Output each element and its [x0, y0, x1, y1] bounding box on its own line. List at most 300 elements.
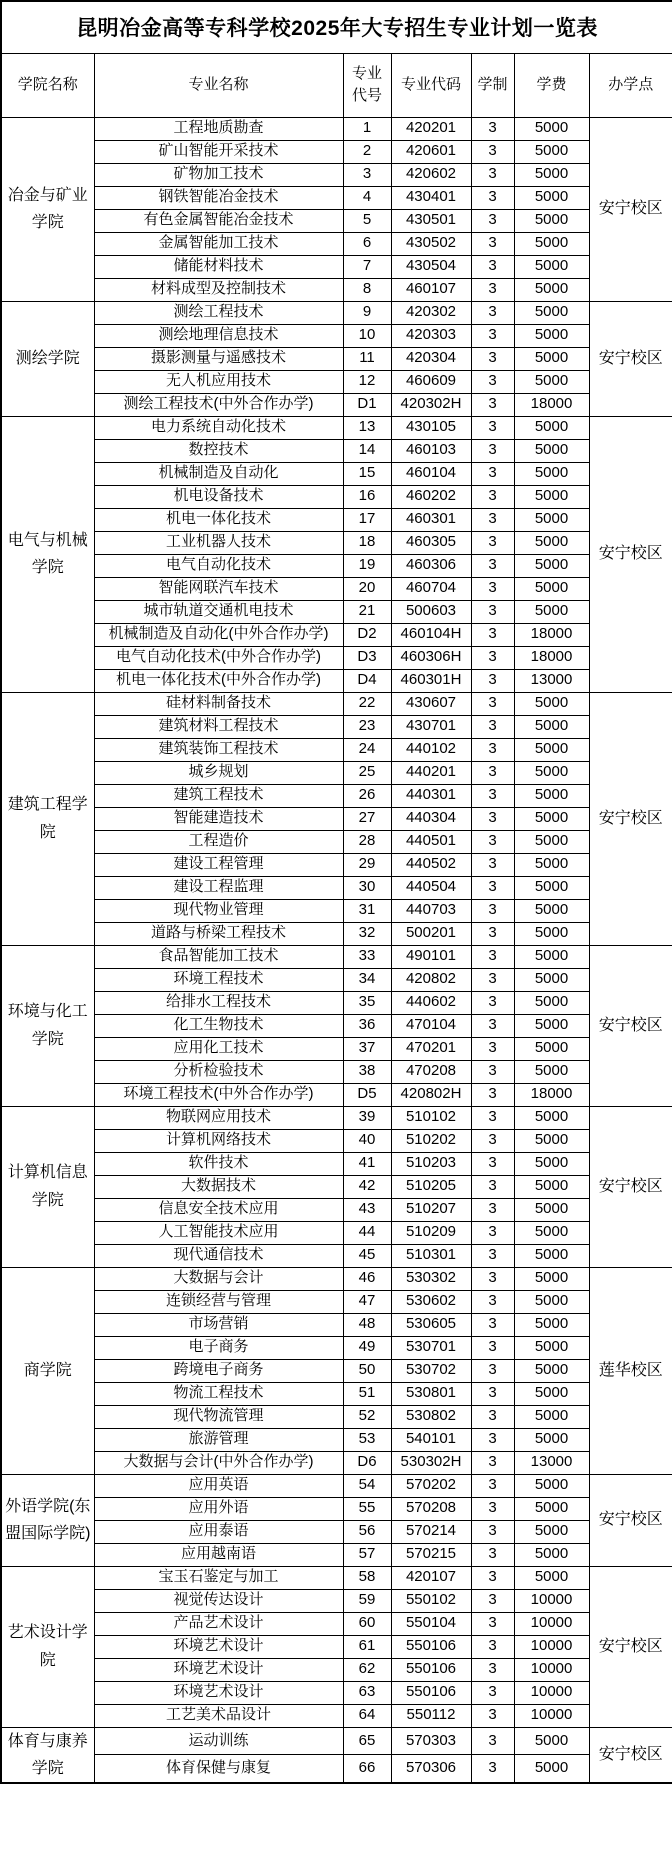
major-no-cell: 13: [343, 416, 391, 439]
major-code-cell: 570214: [391, 1520, 471, 1543]
tuition-cell: 5000: [514, 508, 589, 531]
major-no-cell: 50: [343, 1359, 391, 1382]
tuition-cell: 5000: [514, 163, 589, 186]
duration-cell: 3: [471, 301, 514, 324]
tuition-cell: 5000: [514, 232, 589, 255]
major-code-cell: 440102: [391, 738, 471, 761]
major-code-cell: 460305: [391, 531, 471, 554]
major-code-cell: 570306: [391, 1755, 471, 1783]
duration-cell: 3: [471, 1313, 514, 1336]
major-name-cell: 材料成型及控制技术: [94, 278, 343, 301]
duration-cell: 3: [471, 1060, 514, 1083]
duration-cell: 3: [471, 1221, 514, 1244]
tuition-cell: 5000: [514, 991, 589, 1014]
major-code-cell: 460104H: [391, 623, 471, 646]
tuition-cell: 5000: [514, 531, 589, 554]
tuition-cell: 5000: [514, 209, 589, 232]
table-row: [1, 1681, 672, 1704]
major-code-cell: 430701: [391, 715, 471, 738]
major-no-cell: 61: [343, 1635, 391, 1658]
major-code-cell: 570303: [391, 1727, 471, 1755]
major-name-cell: 跨境电子商务: [94, 1359, 343, 1382]
major-no-cell: D2: [343, 623, 391, 646]
major-name-cell: 测绘地理信息技术: [94, 324, 343, 347]
tuition-cell: 5000: [514, 1267, 589, 1290]
major-code-cell: 530801: [391, 1382, 471, 1405]
tuition-cell: 5000: [514, 1060, 589, 1083]
major-name-cell: 金属智能加工技术: [94, 232, 343, 255]
duration-cell: 3: [471, 1152, 514, 1175]
table-row: [1, 1635, 672, 1658]
table-row: [1, 1405, 672, 1428]
tuition-cell: 13000: [514, 669, 589, 692]
duration-cell: 3: [471, 186, 514, 209]
major-no-cell: 40: [343, 1129, 391, 1152]
major-no-cell: 57: [343, 1543, 391, 1566]
tuition-cell: 5000: [514, 554, 589, 577]
table-row: [1, 1704, 672, 1727]
major-code-cell: 570215: [391, 1543, 471, 1566]
tuition-cell: 5000: [514, 876, 589, 899]
tuition-cell: 5000: [514, 1755, 589, 1783]
major-name-cell: 建设工程监理: [94, 876, 343, 899]
major-name-cell: 人工智能技术应用: [94, 1221, 343, 1244]
duration-cell: 3: [471, 899, 514, 922]
duration-cell: 3: [471, 140, 514, 163]
table-row: [1, 301, 672, 324]
tuition-cell: 5000: [514, 1474, 589, 1497]
major-code-cell: 460301H: [391, 669, 471, 692]
major-name-cell: 应用泰语: [94, 1520, 343, 1543]
duration-cell: 3: [471, 1175, 514, 1198]
table-row: [1, 1543, 672, 1566]
tuition-cell: 5000: [514, 1129, 589, 1152]
table-row: [1, 439, 672, 462]
tuition-cell: 5000: [514, 945, 589, 968]
major-no-cell: 52: [343, 1405, 391, 1428]
table-row: [1, 1244, 672, 1267]
major-no-cell: 27: [343, 807, 391, 830]
major-no-cell: 12: [343, 370, 391, 393]
table-row: [1, 1382, 672, 1405]
table-row: [1, 554, 672, 577]
major-code-cell: 470201: [391, 1037, 471, 1060]
major-code-cell: 460103: [391, 439, 471, 462]
table-row: [1, 531, 672, 554]
duration-cell: 3: [471, 876, 514, 899]
table-row: [1, 1290, 672, 1313]
major-name-cell: 连锁经营与管理: [94, 1290, 343, 1313]
duration-cell: 3: [471, 807, 514, 830]
major-name-cell: 电气自动化技术(中外合作办学): [94, 646, 343, 669]
duration-cell: 3: [471, 531, 514, 554]
major-name-cell: 体育保健与康复: [94, 1755, 343, 1783]
duration-cell: 3: [471, 278, 514, 301]
major-no-cell: 38: [343, 1060, 391, 1083]
table-row: [1, 991, 672, 1014]
tuition-cell: 5000: [514, 347, 589, 370]
duration-cell: 3: [471, 209, 514, 232]
major-name-cell: 工程地质勘查: [94, 117, 343, 140]
major-no-cell: 14: [343, 439, 391, 462]
table-row: [1, 393, 672, 416]
tuition-cell: 5000: [514, 439, 589, 462]
tuition-cell: 5000: [514, 1428, 589, 1451]
major-name-cell: 道路与桥梁工程技术: [94, 922, 343, 945]
duration-cell: 3: [471, 1267, 514, 1290]
major-name-cell: 数控技术: [94, 439, 343, 462]
table-row: [1, 485, 672, 508]
major-name-cell: 大数据与会计(中外合作办学): [94, 1451, 343, 1474]
major-no-cell: 34: [343, 968, 391, 991]
major-name-cell: 旅游管理: [94, 1428, 343, 1451]
major-code-cell: 460107: [391, 278, 471, 301]
major-name-cell: 给排水工程技术: [94, 991, 343, 1014]
major-code-cell: 510207: [391, 1198, 471, 1221]
duration-cell: 3: [471, 761, 514, 784]
major-name-cell: 电子商务: [94, 1336, 343, 1359]
major-no-cell: 2: [343, 140, 391, 163]
tuition-cell: 5000: [514, 577, 589, 600]
major-code-cell: 440502: [391, 853, 471, 876]
major-no-cell: 65: [343, 1727, 391, 1755]
major-name-cell: 电气自动化技术: [94, 554, 343, 577]
major-name-cell: 机械制造及自动化(中外合作办学): [94, 623, 343, 646]
duration-cell: 3: [471, 1704, 514, 1727]
major-code-cell: 530605: [391, 1313, 471, 1336]
college-name-cell: 体育与康养学院: [1, 1727, 94, 1783]
duration-cell: 3: [471, 1198, 514, 1221]
major-no-cell: 66: [343, 1755, 391, 1783]
duration-cell: 3: [471, 600, 514, 623]
duration-cell: 3: [471, 554, 514, 577]
major-name-cell: 工业机器人技术: [94, 531, 343, 554]
major-code-cell: 460609: [391, 370, 471, 393]
tuition-cell: 5000: [514, 117, 589, 140]
duration-cell: 3: [471, 1336, 514, 1359]
tuition-cell: 10000: [514, 1658, 589, 1681]
table-row: [1, 577, 672, 600]
table-row: [1, 209, 672, 232]
major-name-cell: 测绘工程技术: [94, 301, 343, 324]
duration-cell: 3: [471, 1244, 514, 1267]
major-code-cell: 470104: [391, 1014, 471, 1037]
major-code-cell: 460704: [391, 577, 471, 600]
tuition-cell: 5000: [514, 1221, 589, 1244]
major-no-cell: 7: [343, 255, 391, 278]
major-code-cell: 440504: [391, 876, 471, 899]
major-code-cell: 530702: [391, 1359, 471, 1382]
major-no-cell: 9: [343, 301, 391, 324]
major-code-cell: 460104: [391, 462, 471, 485]
tuition-cell: 5000: [514, 1313, 589, 1336]
major-no-cell: 53: [343, 1428, 391, 1451]
duration-cell: 3: [471, 669, 514, 692]
table-row: [1, 1520, 672, 1543]
major-no-cell: D3: [343, 646, 391, 669]
major-name-cell: 计算机网络技术: [94, 1129, 343, 1152]
tuition-cell: 5000: [514, 600, 589, 623]
major-code-cell: 430501: [391, 209, 471, 232]
major-no-cell: 59: [343, 1589, 391, 1612]
tuition-cell: 5000: [514, 1037, 589, 1060]
major-code-cell: 550106: [391, 1681, 471, 1704]
major-no-cell: 5: [343, 209, 391, 232]
major-name-cell: 钢铁智能冶金技术: [94, 186, 343, 209]
duration-cell: 3: [471, 1681, 514, 1704]
major-name-cell: 硅材料制备技术: [94, 692, 343, 715]
major-name-cell: 环境艺术设计: [94, 1658, 343, 1681]
duration-cell: 3: [471, 1106, 514, 1129]
major-code-cell: 420602: [391, 163, 471, 186]
major-no-cell: 47: [343, 1290, 391, 1313]
duration-cell: 3: [471, 232, 514, 255]
major-no-cell: 19: [343, 554, 391, 577]
major-code-cell: 540101: [391, 1428, 471, 1451]
major-name-cell: 智能建造技术: [94, 807, 343, 830]
campus-cell: 莲华校区: [589, 1267, 672, 1474]
tuition-cell: 5000: [514, 370, 589, 393]
header-tuition: 学费: [514, 53, 589, 117]
major-name-cell: 大数据技术: [94, 1175, 343, 1198]
major-name-cell: 现代物业管理: [94, 899, 343, 922]
major-no-cell: 1: [343, 117, 391, 140]
major-code-cell: 430504: [391, 255, 471, 278]
table-row: [1, 186, 672, 209]
table-row: [1, 1313, 672, 1336]
major-code-cell: 420802H: [391, 1083, 471, 1106]
major-no-cell: 31: [343, 899, 391, 922]
major-code-cell: 570202: [391, 1474, 471, 1497]
duration-cell: 3: [471, 324, 514, 347]
tuition-cell: 5000: [514, 278, 589, 301]
duration-cell: 3: [471, 1428, 514, 1451]
table-row: [1, 1267, 672, 1290]
major-no-cell: D5: [343, 1083, 391, 1106]
table-row: [1, 117, 672, 140]
major-name-cell: 矿物加工技术: [94, 163, 343, 186]
major-no-cell: 28: [343, 830, 391, 853]
major-code-cell: 470208: [391, 1060, 471, 1083]
major-no-cell: 3: [343, 163, 391, 186]
duration-cell: 3: [471, 1497, 514, 1520]
tuition-cell: 5000: [514, 462, 589, 485]
major-code-cell: 420303: [391, 324, 471, 347]
major-name-cell: 建设工程管理: [94, 853, 343, 876]
table-row: [1, 876, 672, 899]
major-no-cell: 46: [343, 1267, 391, 1290]
tuition-cell: 5000: [514, 1152, 589, 1175]
tuition-cell: 5000: [514, 1566, 589, 1589]
tuition-cell: 5000: [514, 1359, 589, 1382]
table-row: [1, 1198, 672, 1221]
tuition-cell: 5000: [514, 899, 589, 922]
duration-cell: 3: [471, 1658, 514, 1681]
table-row: [1, 1474, 672, 1497]
tuition-cell: 5000: [514, 186, 589, 209]
duration-cell: 3: [471, 1612, 514, 1635]
major-code-cell: 550104: [391, 1612, 471, 1635]
duration-cell: 3: [471, 1520, 514, 1543]
table-row: [1, 163, 672, 186]
major-name-cell: 化工生物技术: [94, 1014, 343, 1037]
college-name-cell: 电气与机械学院: [1, 416, 94, 692]
major-name-cell: 环境艺术设计: [94, 1681, 343, 1704]
major-no-cell: 54: [343, 1474, 391, 1497]
major-no-cell: 24: [343, 738, 391, 761]
table-row: [1, 646, 672, 669]
college-name-cell: 外语学院(东盟国际学院): [1, 1474, 94, 1566]
major-name-cell: 机电一体化技术(中外合作办学): [94, 669, 343, 692]
duration-cell: 3: [471, 163, 514, 186]
major-name-cell: 应用化工技术: [94, 1037, 343, 1060]
table-row: [1, 1060, 672, 1083]
major-no-cell: 55: [343, 1497, 391, 1520]
tuition-cell: 5000: [514, 1244, 589, 1267]
major-code-cell: 440201: [391, 761, 471, 784]
header-major-name: 专业名称: [94, 53, 343, 117]
tuition-cell: 5000: [514, 1382, 589, 1405]
major-no-cell: 51: [343, 1382, 391, 1405]
table-row: [1, 1152, 672, 1175]
major-no-cell: 60: [343, 1612, 391, 1635]
table-row: [1, 1037, 672, 1060]
major-name-cell: 矿山智能开采技术: [94, 140, 343, 163]
campus-cell: 安宁校区: [589, 117, 672, 301]
major-code-cell: 460202: [391, 485, 471, 508]
major-no-cell: 15: [343, 462, 391, 485]
tuition-cell: 5000: [514, 922, 589, 945]
tuition-cell: 18000: [514, 646, 589, 669]
table-row: [1, 1566, 672, 1589]
major-code-cell: 510203: [391, 1152, 471, 1175]
major-code-cell: 490101: [391, 945, 471, 968]
duration-cell: 3: [471, 1566, 514, 1589]
table-row: [1, 623, 672, 646]
duration-cell: 3: [471, 1382, 514, 1405]
tuition-cell: 5000: [514, 692, 589, 715]
major-name-cell: 城乡规划: [94, 761, 343, 784]
campus-cell: 安宁校区: [589, 945, 672, 1106]
major-name-cell: 建筑材料工程技术: [94, 715, 343, 738]
duration-cell: 3: [471, 1755, 514, 1783]
table-row: [1, 1083, 672, 1106]
tuition-cell: 5000: [514, 738, 589, 761]
major-code-cell: 510205: [391, 1175, 471, 1198]
major-no-cell: 56: [343, 1520, 391, 1543]
major-name-cell: 现代物流管理: [94, 1405, 343, 1428]
major-name-cell: 环境工程技术: [94, 968, 343, 991]
college-name-cell: 商学院: [1, 1267, 94, 1474]
tuition-cell: 5000: [514, 1014, 589, 1037]
major-code-cell: 430105: [391, 416, 471, 439]
major-no-cell: 8: [343, 278, 391, 301]
major-name-cell: 机电设备技术: [94, 485, 343, 508]
table-row: [1, 738, 672, 761]
major-code-cell: 500603: [391, 600, 471, 623]
major-no-cell: 37: [343, 1037, 391, 1060]
major-code-cell: 420802: [391, 968, 471, 991]
major-no-cell: 43: [343, 1198, 391, 1221]
major-no-cell: 42: [343, 1175, 391, 1198]
duration-cell: 3: [471, 715, 514, 738]
major-name-cell: 信息安全技术应用: [94, 1198, 343, 1221]
duration-cell: 3: [471, 1543, 514, 1566]
major-code-cell: 570208: [391, 1497, 471, 1520]
tuition-cell: 5000: [514, 1405, 589, 1428]
major-code-cell: 550102: [391, 1589, 471, 1612]
major-no-cell: 45: [343, 1244, 391, 1267]
major-code-cell: 550112: [391, 1704, 471, 1727]
table-row: [1, 1359, 672, 1382]
major-no-cell: 33: [343, 945, 391, 968]
major-no-cell: 36: [343, 1014, 391, 1037]
table-row: [1, 1727, 672, 1755]
college-name-cell: 冶金与矿业学院: [1, 117, 94, 301]
major-no-cell: 41: [343, 1152, 391, 1175]
tuition-cell: 5000: [514, 830, 589, 853]
tuition-cell: 5000: [514, 1290, 589, 1313]
major-code-cell: 510209: [391, 1221, 471, 1244]
major-name-cell: 测绘工程技术(中外合作办学): [94, 393, 343, 416]
table-row: [1, 508, 672, 531]
tuition-cell: 10000: [514, 1704, 589, 1727]
major-code-cell: 420302H: [391, 393, 471, 416]
table-row: [1, 1428, 672, 1451]
major-code-cell: 420201: [391, 117, 471, 140]
duration-cell: 3: [471, 439, 514, 462]
major-name-cell: 现代通信技术: [94, 1244, 343, 1267]
plan-table-body: [1, 117, 672, 1783]
major-name-cell: 环境艺术设计: [94, 1635, 343, 1658]
major-name-cell: 建筑装饰工程技术: [94, 738, 343, 761]
duration-cell: 3: [471, 1290, 514, 1313]
major-no-cell: 64: [343, 1704, 391, 1727]
table-row: [1, 761, 672, 784]
major-no-cell: 16: [343, 485, 391, 508]
tuition-cell: 5000: [514, 715, 589, 738]
duration-cell: 3: [471, 1635, 514, 1658]
table-row: [1, 232, 672, 255]
header-duration: 学制: [471, 53, 514, 117]
major-name-cell: 应用外语: [94, 1497, 343, 1520]
campus-cell: 安宁校区: [589, 1727, 672, 1783]
tuition-cell: 5000: [514, 485, 589, 508]
tuition-cell: 10000: [514, 1612, 589, 1635]
duration-cell: 3: [471, 347, 514, 370]
duration-cell: 3: [471, 255, 514, 278]
major-name-cell: 无人机应用技术: [94, 370, 343, 393]
college-name-cell: 建筑工程学院: [1, 692, 94, 945]
major-code-cell: 510102: [391, 1106, 471, 1129]
major-code-cell: 420302: [391, 301, 471, 324]
major-no-cell: 4: [343, 186, 391, 209]
major-code-cell: 430401: [391, 186, 471, 209]
tuition-cell: 10000: [514, 1635, 589, 1658]
duration-cell: 3: [471, 1727, 514, 1755]
duration-cell: 3: [471, 853, 514, 876]
major-name-cell: 产品艺术设计: [94, 1612, 343, 1635]
table-row: [1, 945, 672, 968]
major-no-cell: 44: [343, 1221, 391, 1244]
tuition-cell: 5000: [514, 1336, 589, 1359]
table-row: [1, 692, 672, 715]
major-name-cell: 机电一体化技术: [94, 508, 343, 531]
major-name-cell: 分析检验技术: [94, 1060, 343, 1083]
duration-cell: 3: [471, 692, 514, 715]
major-no-cell: 18: [343, 531, 391, 554]
major-name-cell: 工程造价: [94, 830, 343, 853]
